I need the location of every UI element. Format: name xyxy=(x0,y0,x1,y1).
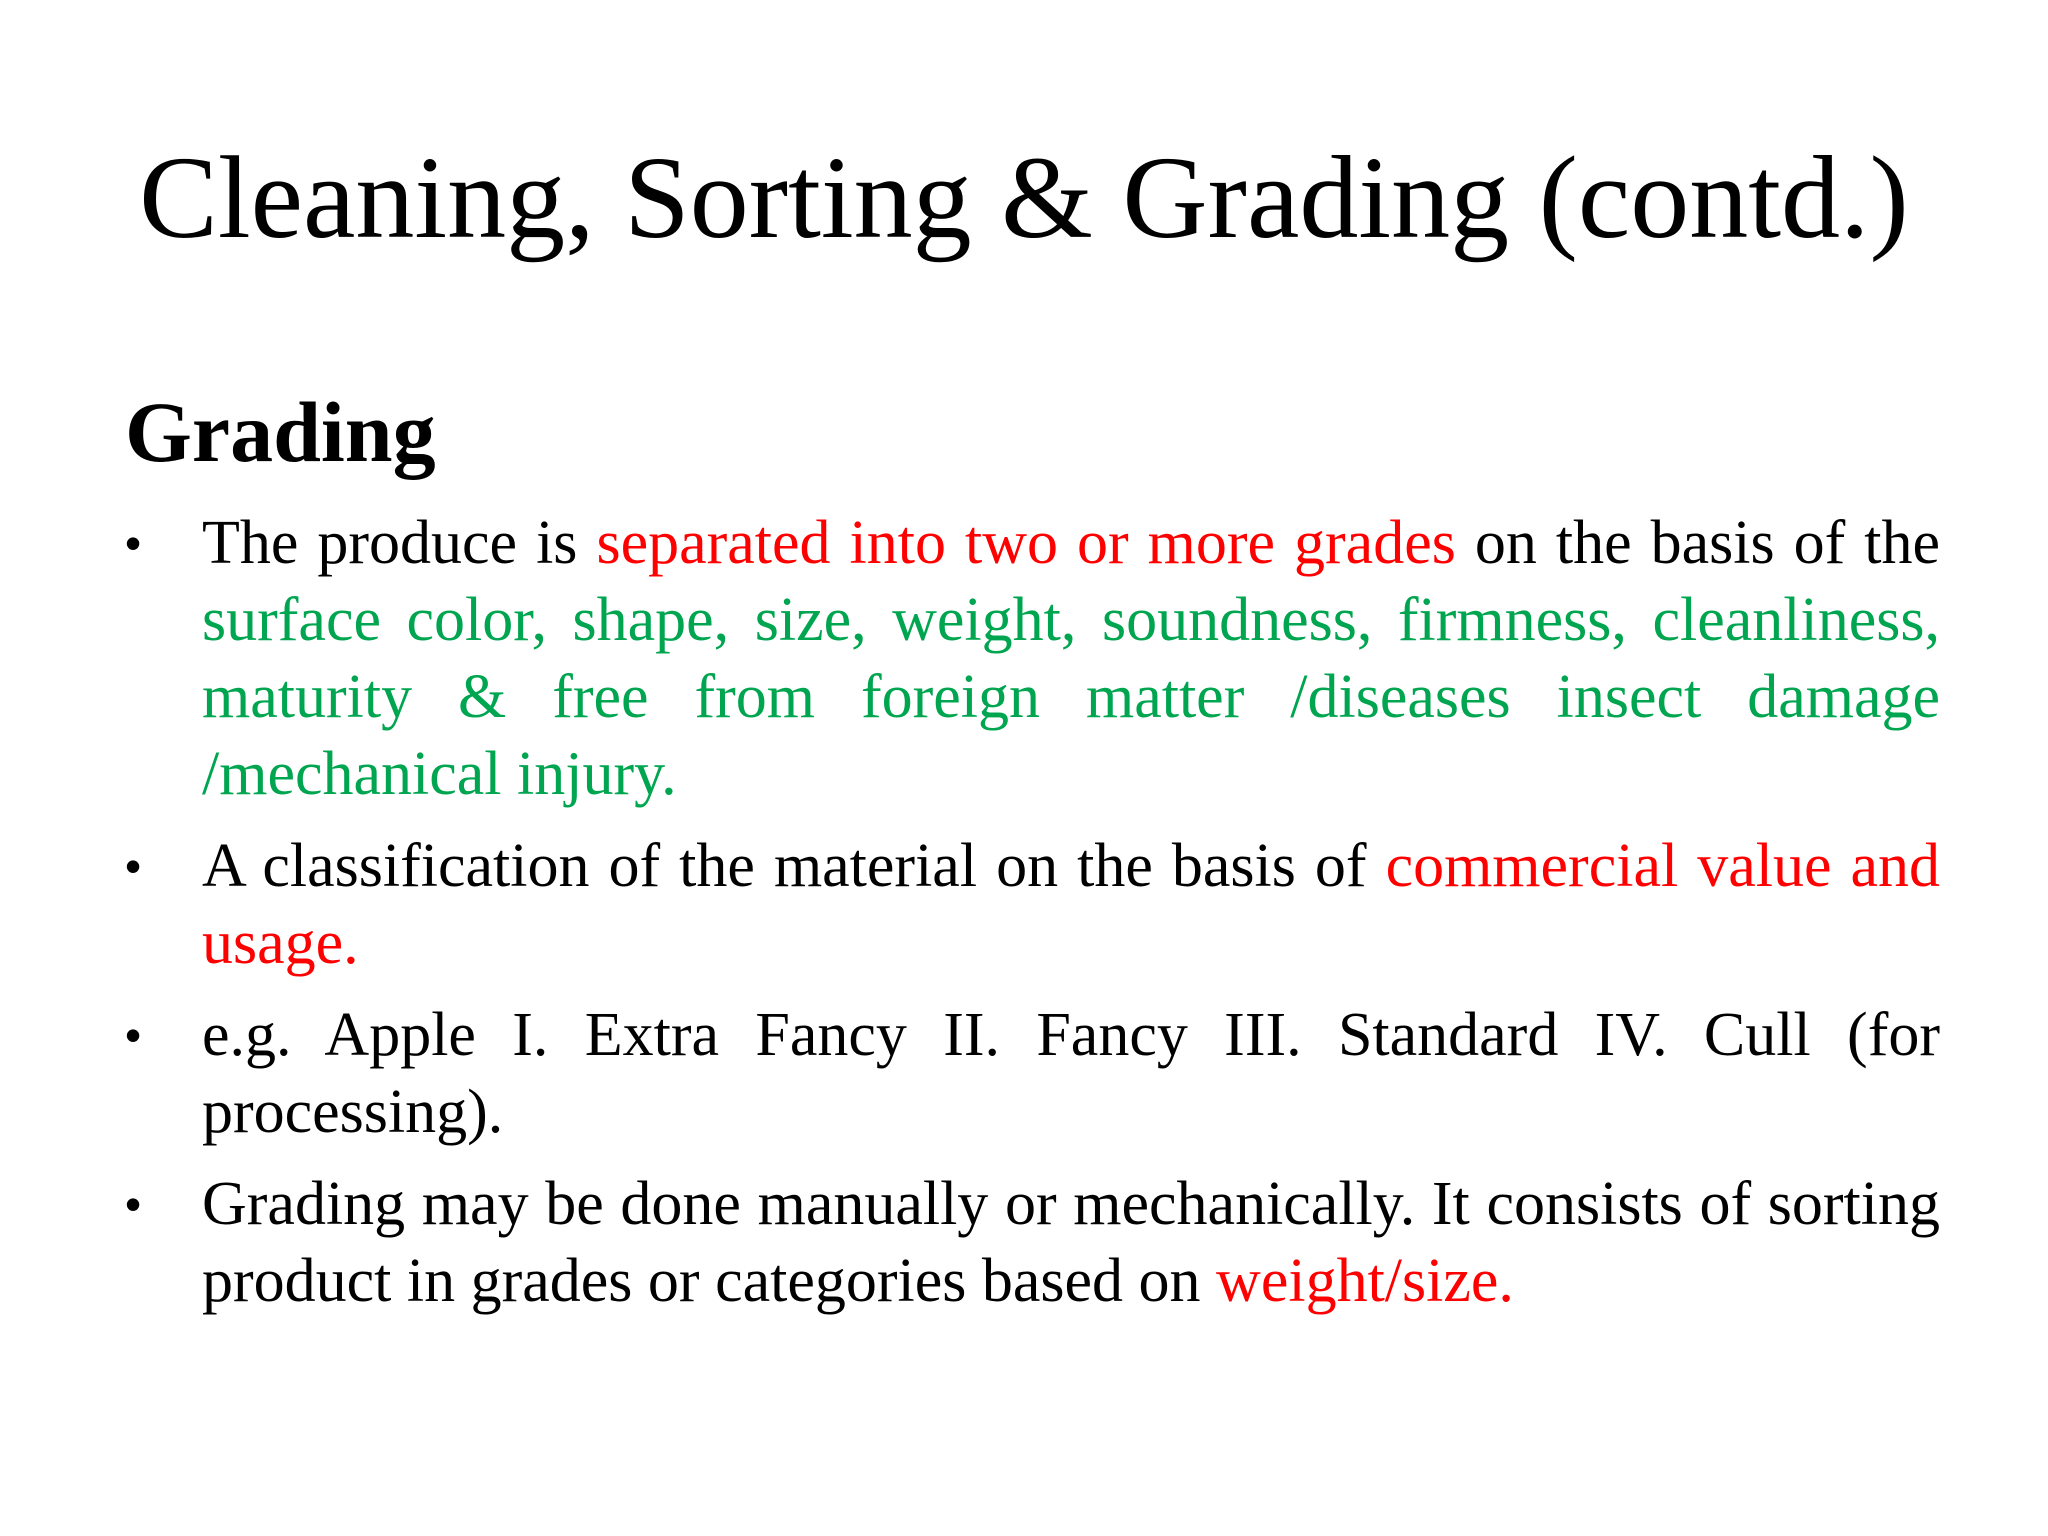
highlight-text: separated into two or more grades xyxy=(596,509,1456,577)
bullet-text: A classification of the material on the basis of xyxy=(202,832,1386,900)
bullet-text: Grading may be done manually or mechanically. It consists of sorting product in grades or categories based on xyxy=(202,1170,1940,1315)
bullet-icon: • xyxy=(125,517,142,569)
highlight-text: surface color, shape, size, weight, soundness, firmness, cleanliness, maturity & free from foreign matter /diseases insect damage /mechanical injury. xyxy=(202,586,1940,808)
bullet-icon: • xyxy=(125,840,142,892)
bullet-icon: • xyxy=(125,1178,142,1230)
slide-title: Cleaning, Sorting & Grading (contd.) xyxy=(139,132,1909,263)
highlight-text: weight/size. xyxy=(1216,1247,1514,1315)
bullet-icon: • xyxy=(125,1009,142,1061)
bullet-item xyxy=(125,997,1940,1151)
bullet-text: e.g. Apple I. Extra Fancy II. Fancy III. Standard IV. Cull (for processing). xyxy=(202,1001,1940,1146)
bullet-item xyxy=(125,505,1940,813)
bullet-item xyxy=(125,828,1940,982)
bullet-text: The produce is xyxy=(202,509,597,577)
bullet-item xyxy=(125,1166,1940,1320)
section-heading: Grading xyxy=(125,384,436,480)
bullet-list xyxy=(125,505,1940,1335)
highlight-text: commercial value and usage. xyxy=(202,832,1941,977)
bullet-text: on the basis of the xyxy=(1455,509,1941,577)
